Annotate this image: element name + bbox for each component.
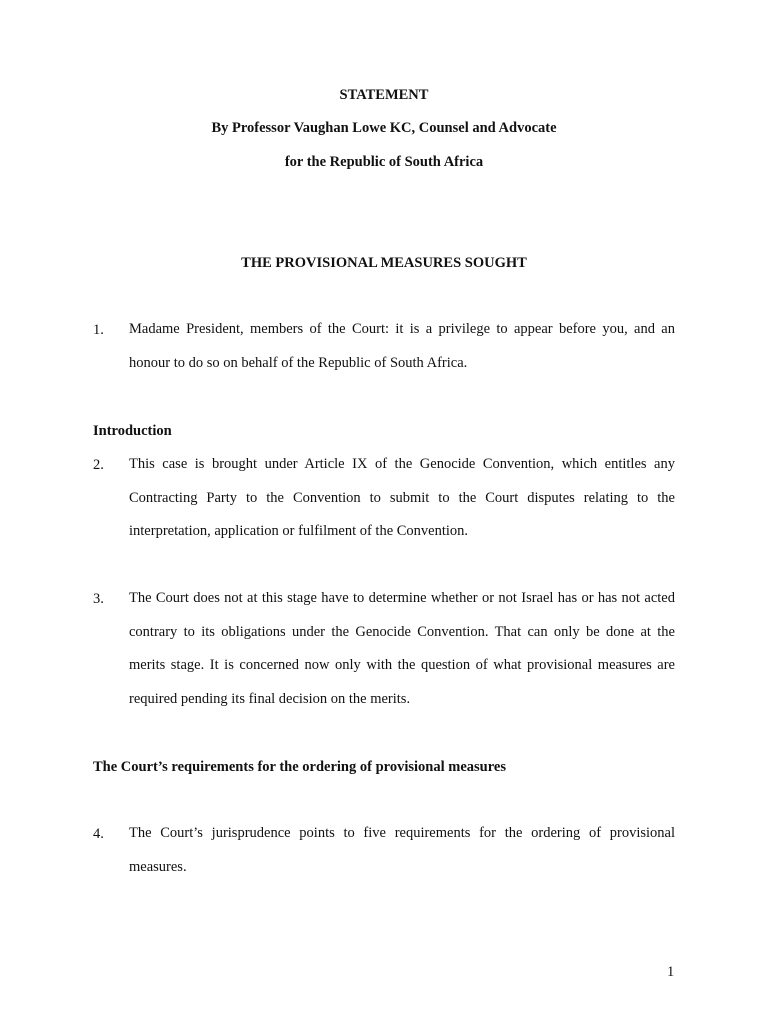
byline: By Professor Vaughan Lowe KC, Counsel and Advocate (211, 120, 557, 136)
document-title: STATEMENT (339, 87, 429, 103)
section-title: THE PROVISIONAL MEASURES SOUGHT (241, 255, 527, 271)
paragraph-text: The Court’s jurisprudence points to five requirements for the ordering of provisional measures. (129, 825, 675, 875)
paragraph-number: 1. (93, 322, 104, 338)
paragraph-text: Madame President, members of the Court: it is a privilege to appear before you, and an honour to do so on behalf of the Republic of South Africa. (129, 321, 675, 371)
page-number: 1 (667, 964, 675, 980)
subheading-introduction: Introduction (93, 423, 172, 439)
paragraph-3 (93, 591, 675, 716)
paragraph-text: This case is brought under Article IX of the Genocide Convention, which entitles any Contracting Party to the Convention to submit to the Court disputes relating to the interpretation, application or fulfilment of the Convention. (129, 456, 675, 540)
subheading-requirements: The Court’s requirements for the ordering of provisional measures (93, 759, 506, 775)
for-line: for the Republic of South Africa (284, 154, 484, 170)
paragraph-2 (93, 457, 675, 549)
paragraph-4 (93, 826, 675, 884)
paragraph-number: 4. (93, 826, 104, 842)
paragraph-text: The Court does not at this stage have to determine whether or not Israel has or has not acted contrary to its obligations under the Genocide Convention. That can only be done at the merits stage. It is concerned now only with the question of what provisional measures are required pending its final decision on the merits. (129, 590, 675, 707)
paragraph-number: 2. (93, 457, 104, 473)
paragraph-1 (93, 322, 675, 380)
paragraph-number: 3. (93, 591, 104, 607)
